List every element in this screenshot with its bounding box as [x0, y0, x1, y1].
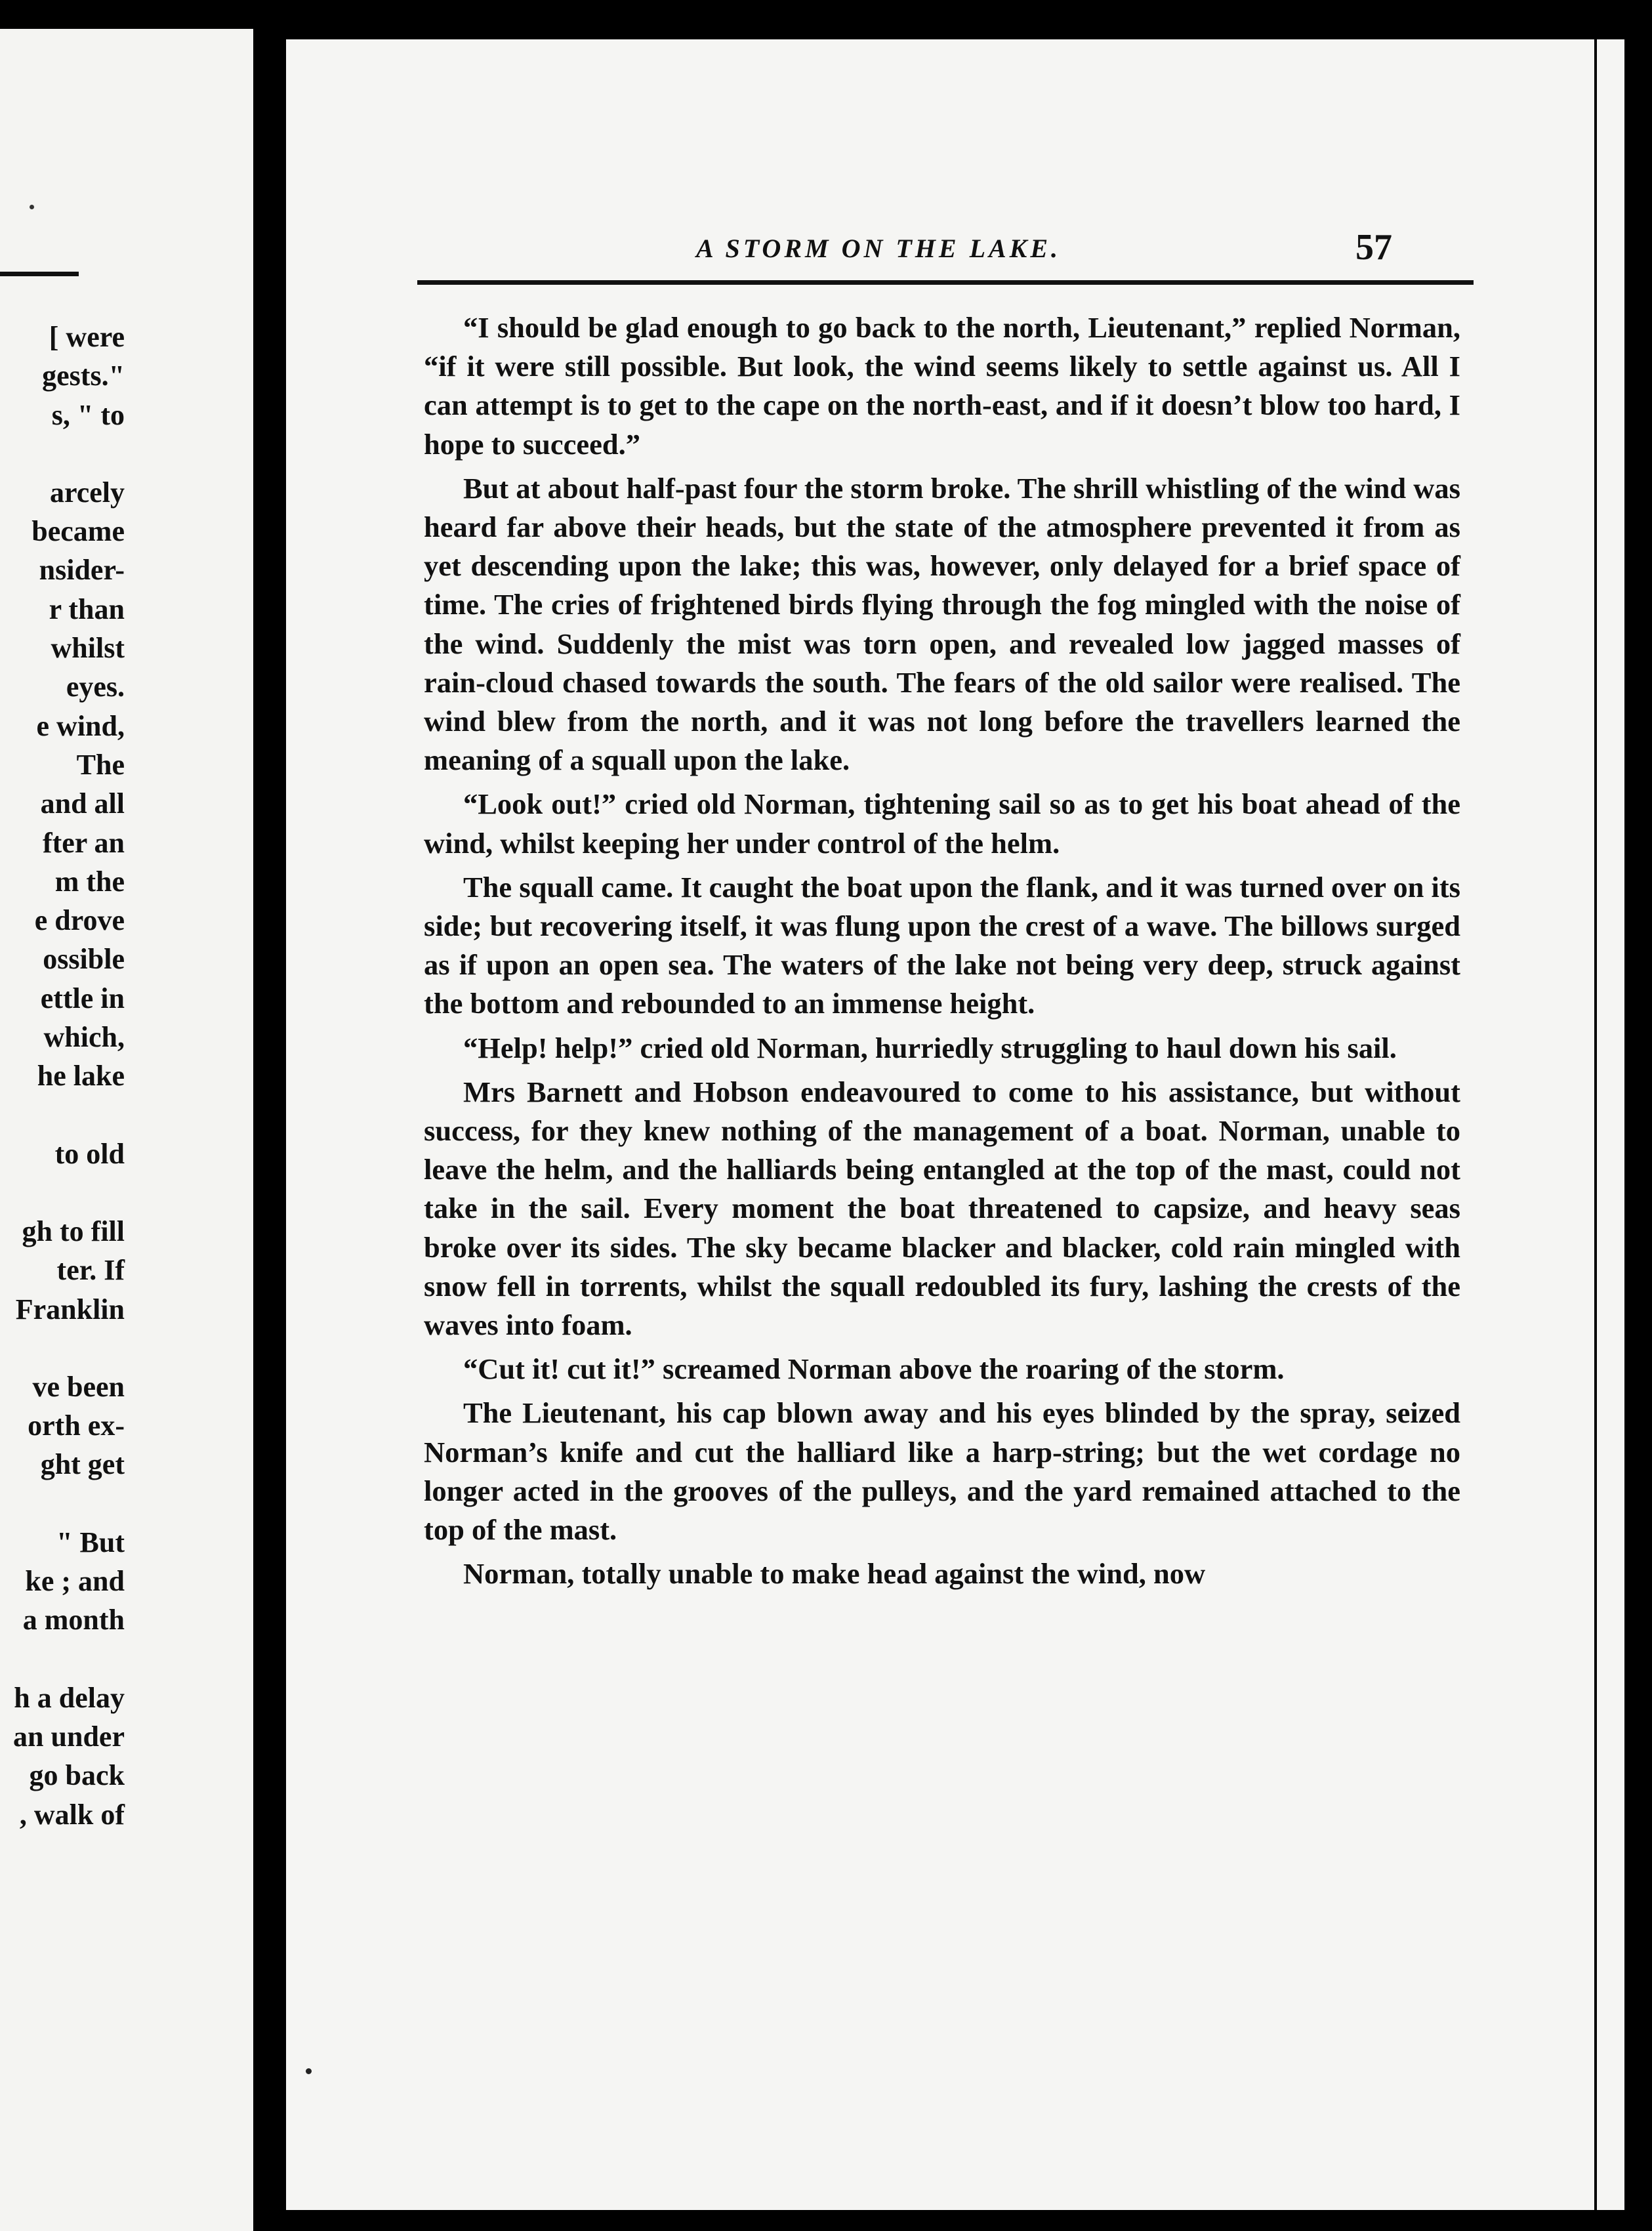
left-page-line: The [76, 748, 125, 781]
left-page-line: to old [54, 1137, 125, 1170]
line-gap [0, 434, 125, 473]
running-header [286, 226, 1624, 279]
paragraph: “Cut it! cut it!” screamed Norman above the roaring of the storm. [463, 1352, 1285, 1386]
left-page-text [0, 318, 125, 1834]
left-page-line: e drove [34, 904, 125, 937]
running-title: A STORM ON THE LAKE. [696, 234, 1062, 263]
left-page-line: ght get [40, 1448, 125, 1481]
left-page-line: became [31, 515, 125, 548]
left-page-line: r than [49, 593, 125, 625]
left-page-line: gests." [42, 360, 125, 392]
line-gap [0, 1096, 125, 1135]
paragraph: Mrs Barnett and Hobson endeavoured to come to his assistance, but without success, for they knew nothing of the management of a boat. Norman, unable to leave the helm, and the halliards being entangled at the top of the mast, could not take in the sail. Every moment the boat threatened to capsize, and heavy seas broke over its sides. The sky became blacker and blacker, cold rain mingled with snow fell in torrents, whilst the squall redoubled its fury, lashing the crests of the waves into foam. [424, 1075, 1460, 1342]
left-page-line: orth ex- [28, 1409, 125, 1442]
left-page-line: which, [43, 1021, 125, 1054]
left-page-line: ossible [43, 943, 125, 976]
paragraph: “I should be glad enough to go back to the north, Lieutenant,” replied Norman, “if it were still possible. But look, the wind seems likely to settle against us. All I can attempt is to get to the cape on the north-east, and if it doesn’t blow too hard, I hope to succeed.” [424, 311, 1460, 461]
header-rule [417, 280, 1474, 285]
ink-speck [30, 205, 34, 209]
body-text [424, 308, 1460, 1599]
left-page-line: arcely [49, 476, 125, 509]
left-page-line: ke ; and [25, 1565, 125, 1598]
left-page [0, 29, 253, 2231]
left-page-line: a month [22, 1604, 125, 1637]
left-page-line: , walk of [19, 1798, 125, 1831]
paragraph: But at about half-past four the storm broke. The shrill whistling of the wind was heard far above their heads, but the state of the atmosphere prevented it from as yet descending upon the lake; this was, however, only delayed for a brief space of time. The cries of frightened birds flying through the fog mingled with the noise of the wind. Suddenly the mist was torn open, and revealed low jagged masses of rain-cloud chased towards the south. The fears of the old sailor were realised. The wind blew from the north, and it was not long before the travellers learned the meaning of a squall upon the lake. [424, 471, 1460, 777]
left-page-line: h a delay [14, 1681, 125, 1714]
paragraph: “Help! help!” cried old Norman, hurriedly struggling to haul down his sail. [463, 1031, 1397, 1064]
left-page-line: and all [40, 787, 125, 820]
left-header-rule [0, 272, 79, 276]
paragraph: “Look out!” cried old Norman, tightening sail so as to get his boat ahead of the wind, whilst keeping her under control of the helm. [424, 787, 1460, 860]
left-page-line: an under [13, 1720, 125, 1753]
left-page-line: eyes. [66, 671, 125, 703]
left-page-line: s, " to [51, 398, 125, 431]
left-page-line: he lake [37, 1060, 125, 1093]
right-page [286, 39, 1624, 2210]
left-page-line: go back [29, 1759, 125, 1792]
book-gutter [253, 0, 286, 2231]
left-page-line: whilst [51, 632, 125, 665]
left-page-line: [ were [49, 321, 125, 353]
left-page-line: e wind, [36, 709, 125, 742]
left-page-line: ettle in [40, 982, 125, 1014]
paragraph: The Lieutenant, his cap blown away and his eyes blinded by the spray, seized Norman’s knife and cut the halliard like a harp-string; but the wet cordage no longer acted in the grooves of the pulleys, and the yard remained attached to the top of the mast. [424, 1396, 1460, 1547]
ink-speck [306, 2068, 312, 2074]
left-page-line: gh to fill [22, 1215, 125, 1247]
left-page-line: fter an [42, 826, 125, 859]
left-page-line: m the [54, 865, 125, 898]
left-page-line: Franklin [15, 1293, 125, 1325]
line-gap [0, 1173, 125, 1212]
left-page-line: ter. If [56, 1254, 125, 1287]
paragraph: Norman, totally unable to make head against the wind, now [463, 1557, 1206, 1591]
line-gap [0, 1484, 125, 1523]
page-edge [1594, 39, 1597, 2210]
paragraph: The squall came. It caught the boat upon the flank, and it was turned over on its side; but recovering itself, it was flung upon the crest of a wave. The billows surged as if upon an open sea. The waters of the lake not being very deep, struck against the bottom and rebounded to an immense height. [424, 870, 1460, 1020]
left-page-line: ve been [32, 1370, 125, 1403]
line-gap [0, 1640, 125, 1678]
left-page-line: " But [56, 1526, 125, 1558]
page-number: 57 [1355, 227, 1392, 268]
line-gap [0, 1329, 125, 1367]
left-page-line: nsider- [39, 554, 125, 587]
